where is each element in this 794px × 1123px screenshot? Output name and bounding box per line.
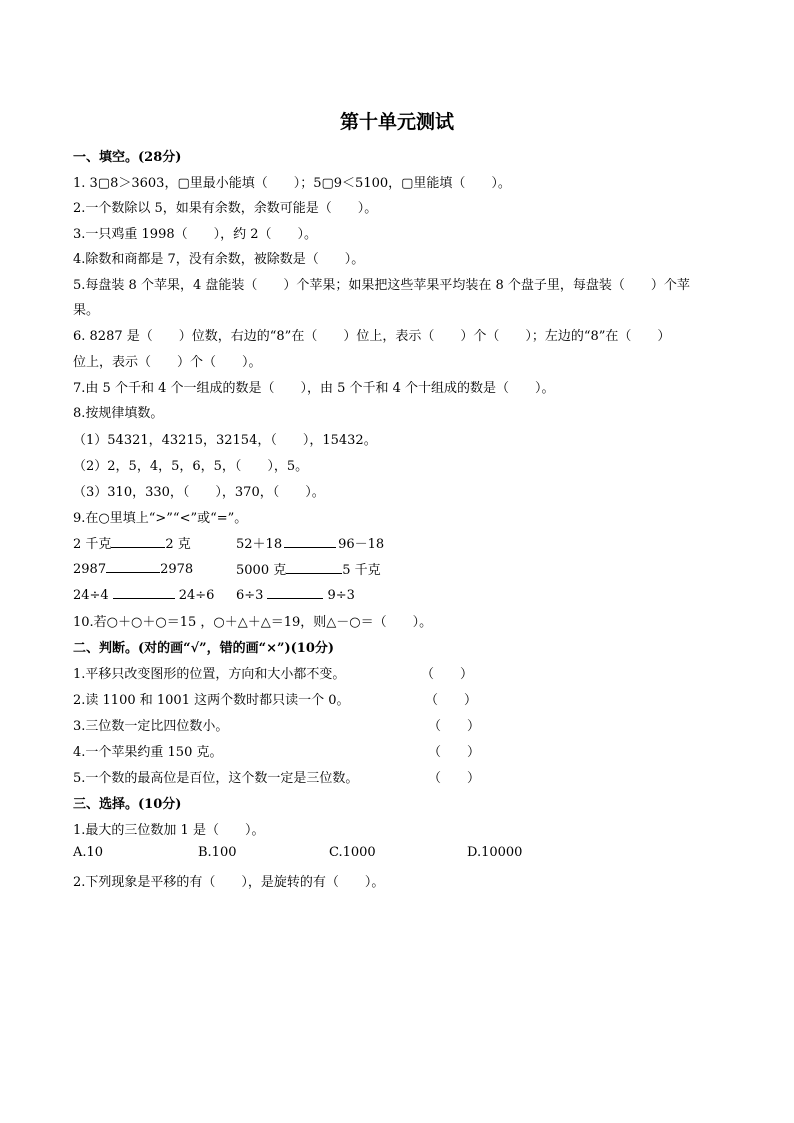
judgement-answer[interactable]: （ ） bbox=[428, 771, 481, 786]
question-1-1: 1. 3▢8＞3603，▢里最小能填（ ）；5▢9＜5100，▢里能填（ ）。 bbox=[73, 176, 511, 191]
choice-question-2: 2.下列现象是平移的有（ ），是旋转的有（ ）。 bbox=[73, 875, 385, 890]
answer-blank[interactable] bbox=[267, 585, 323, 599]
question-1-6-cont: 位上，表示（ ）个（ ）。 bbox=[73, 355, 262, 370]
judgement-text: 4.一个苹果约重 150 克。 bbox=[73, 745, 223, 760]
option-c[interactable]: C.1000 bbox=[329, 845, 376, 860]
section-1-heading: 一、填空。(28分) bbox=[73, 150, 182, 165]
section-3-heading: 三、选择。(10分) bbox=[73, 797, 182, 812]
section-2-heading: 二、判断。(对的画“√”，错的画“×”)(10分) bbox=[73, 641, 335, 656]
page-title: 第十单元测试 bbox=[339, 111, 454, 133]
answer-blank[interactable] bbox=[113, 585, 175, 599]
compare-left: 2987 bbox=[73, 562, 107, 577]
compare-right: 2978 bbox=[160, 562, 194, 577]
question-1-6: 6. 8287 是（ ）位数，右边的“8”在（ ）位上，表示（ ）个（ ）；左边的“8”在（ ） bbox=[73, 329, 671, 344]
compare-left: 5000 克 bbox=[236, 563, 287, 578]
judgement-text: 1.平移只改变图形的位置，方向和大小都不变。 bbox=[73, 667, 346, 682]
compare-right: 24÷6 bbox=[178, 588, 215, 603]
judgement-text: 5.一个数的最高位是百位，这个数一定是三位数。 bbox=[73, 771, 359, 786]
question-1-3: 3.一只鸡重 1998（ ），约 2（ ）。 bbox=[73, 227, 318, 242]
compare-left: 2 千克 bbox=[73, 537, 112, 552]
question-1-7: 7.由 5 个千和 4 个一组成的数是（ ），由 5 个千和 4 个十组成的数是（ ）。 bbox=[73, 381, 555, 396]
judgement-text: 2.读 1100 和 1001 这两个数时都只读一个 0。 bbox=[73, 693, 350, 708]
question-1-8-2: （2）2，5，4，5，6，5，（ ），5。 bbox=[73, 459, 309, 474]
compare-left: 24÷4 bbox=[73, 588, 109, 603]
question-1-8-3: （3）310，330，（ ），370，（ ）。 bbox=[73, 485, 325, 500]
question-1-9: 9.在○里填上“>”“<”或“=”。 bbox=[73, 511, 248, 526]
judgement-answer[interactable]: （ ） bbox=[421, 667, 474, 682]
compare-right: 9÷3 bbox=[327, 588, 355, 603]
answer-blank[interactable] bbox=[111, 534, 165, 548]
option-b[interactable]: B.100 bbox=[198, 845, 237, 860]
compare-right: 2 克 bbox=[165, 537, 191, 552]
compare-right: 5 千克 bbox=[342, 563, 381, 578]
judgement-answer[interactable]: （ ） bbox=[428, 745, 481, 760]
answer-blank[interactable] bbox=[106, 559, 160, 573]
option-d[interactable]: D.10000 bbox=[467, 845, 523, 860]
choice-question-1: 1.最大的三位数加 1 是（ ）。 bbox=[73, 823, 265, 838]
question-1-10: 10.若○＋○＋○＝15 ，○＋△＋△＝19，则△－○＝（ ）。 bbox=[73, 615, 433, 630]
question-1-5: 5.每盘装 8 个苹果，4 盘能装（ ）个苹果；如果把这些苹果平均装在 8 个盘子里，每盘装（ ）个苹 bbox=[73, 278, 690, 293]
answer-blank[interactable] bbox=[286, 560, 342, 574]
question-1-4: 4.除数和商都是 7，没有余数，被除数是（ ）。 bbox=[73, 252, 365, 267]
question-1-8-1: （1）54321，43215，32154，（ ），15432。 bbox=[73, 433, 377, 448]
judgement-answer[interactable]: （ ） bbox=[428, 719, 481, 734]
question-1-8: 8.按规律填数。 bbox=[73, 406, 164, 421]
compare-left: 6÷3 bbox=[236, 588, 264, 603]
question-1-5-cont: 果。 bbox=[73, 303, 100, 318]
compare-right: 96－18 bbox=[338, 537, 385, 552]
judgement-answer[interactable]: （ ） bbox=[425, 693, 478, 708]
question-1-2: 2.一个数除以 5，如果有余数，余数可能是（ ）。 bbox=[73, 201, 378, 216]
answer-blank[interactable] bbox=[284, 534, 336, 548]
compare-left: 52＋18 bbox=[236, 537, 283, 552]
option-a[interactable]: A.10 bbox=[73, 845, 104, 860]
judgement-text: 3.三位数一定比四位数小。 bbox=[73, 719, 229, 734]
